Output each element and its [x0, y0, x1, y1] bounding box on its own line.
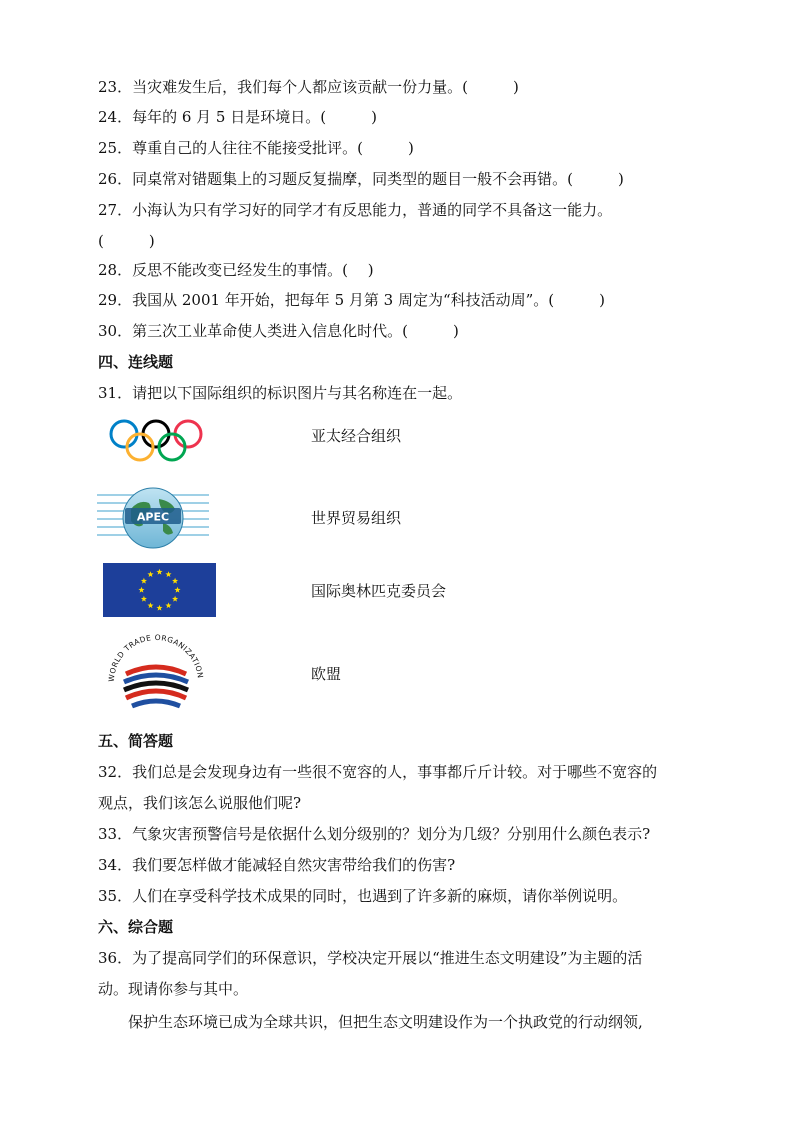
question-32: 32．我们总是会发现身边有一些很不宽容的人，事事都斤斤计较。对于哪些不宽容的 [98, 763, 658, 781]
org-name-ioc: 国际奥林匹克委员会 [311, 582, 447, 600]
question-36-paragraph: 保护生态环境已成为全球共识，但把生态文明建设作为一个执政党的行动纲领, [98, 1013, 643, 1031]
section-heading-matching: 四、连线题 [98, 353, 174, 371]
question-31: 31．请把以下国际组织的标识图片与其名称连在一起。 [98, 384, 463, 402]
question-34: 34．我们要怎样做才能减轻自然灾害带给我们的伤害? [98, 856, 456, 874]
question-28: 28．反思不能改变已经发生的事情。( ) [98, 261, 374, 279]
section-heading-short-answer: 五、简答题 [98, 732, 174, 750]
wto-logo [104, 632, 208, 716]
question-24: 24．每年的 6 月 5 日是环境日。( ) [98, 108, 377, 126]
olympic-rings-logo [106, 416, 206, 464]
wto-logo-text: WORLD TRADE ORGANIZATION [106, 632, 205, 683]
org-name-apec: 亚太经合组织 [311, 427, 402, 445]
question-36: 36．为了提高同学们的环保意识，学校决定开展以“推进生态文明建设”为主题的活 [98, 949, 643, 967]
question-35: 35．人们在享受科学技术成果的同时，也遇到了许多新的麻烦，请你举例说明。 [98, 887, 628, 905]
question-36-cont: 动。现请你参与其中。 [98, 980, 249, 998]
question-27: 27．小海认为只有学习好的同学才有反思能力，普通的同学不具备这一能力。 [98, 201, 613, 219]
question-26: 26．同桌常对错题集上的习题反复揣摩，同类型的题目一般不会再错。( ) [98, 170, 624, 188]
question-32-cont: 观点，我们该怎么说服他们呢? [98, 794, 302, 812]
question-33: 33．气象灾害预警信号是依据什么划分级别的？划分为几级？分别用什么颜色表示? [98, 825, 651, 843]
apec-logo-text: APEC [136, 510, 170, 524]
eu-flag-logo [103, 563, 216, 617]
question-30: 30．第三次工业革命使人类进入信息化时代。( ) [98, 322, 459, 340]
question-29: 29．我国从 2001 年开始，把每年 5 月第 3 周定为“科技活动周”。( ) [98, 291, 605, 309]
org-name-eu: 欧盟 [311, 665, 342, 683]
apec-logo [97, 487, 209, 549]
question-27-answer: ( ) [98, 232, 155, 250]
question-25: 25．尊重自己的人往往不能接受批评。( ) [98, 139, 414, 157]
section-heading-comprehensive: 六、综合题 [98, 918, 174, 936]
org-name-wto: 世界贸易组织 [311, 509, 402, 527]
question-23: 23．当灾难发生后，我们每个人都应该贡献一份力量。( ) [98, 78, 519, 96]
